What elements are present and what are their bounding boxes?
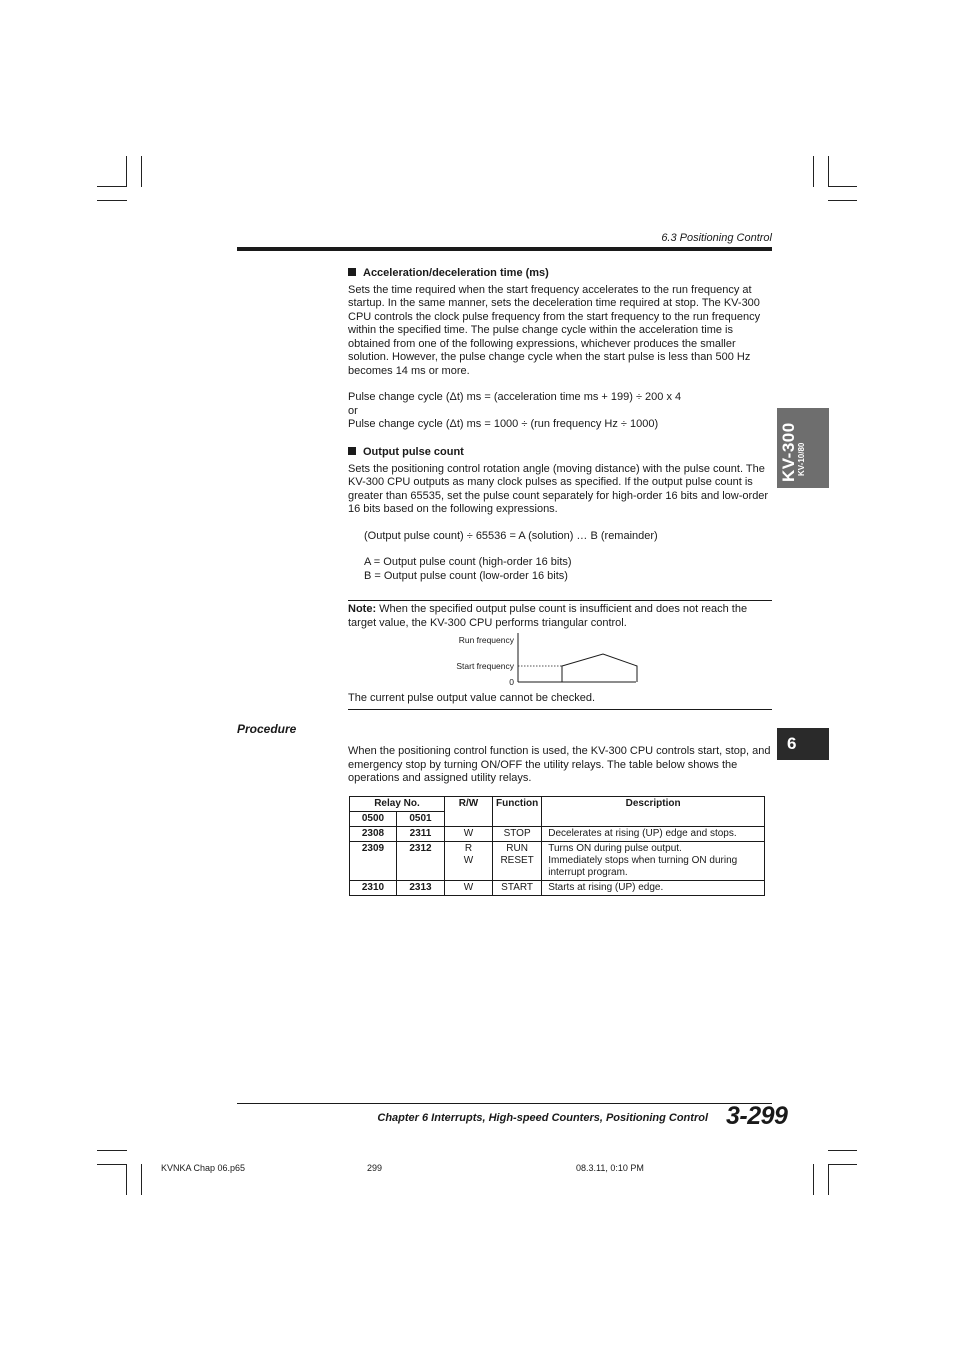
graph-zero-label: 0 [509, 677, 514, 687]
output-expression: (Output pulse count) ÷ 65536 = A (solution) … B (remainder) [364, 529, 658, 542]
output-paragraph: Sets the positioning control rotation angle (moving distance) with the pulse count. The KV-300 CPU outputs as many clock pulses as specified. If the output pulse count is greater than 65535, set the pulse count separately for high-order 16 bits and low-order 16 bits based on the following expressions. [348, 462, 769, 515]
table-cell: STOP [493, 827, 542, 842]
table-cell: R W [445, 842, 493, 881]
footer-rule [237, 1103, 772, 1104]
crop-mark [813, 1164, 814, 1195]
accel-heading: Acceleration/deceleration time (ms) [348, 267, 772, 281]
table-cell: 2308 [350, 827, 397, 842]
crop-mark [141, 156, 142, 187]
note-footer: The current pulse output value cannot be checked. [348, 692, 596, 704]
crop-mark [126, 1164, 127, 1195]
crop-mark [828, 186, 857, 187]
procedure-paragraph: When the positioning control function is used, the KV-300 CPU controls start, stop, and emergency stop by turning ON/OFF the utility relays. The table below shows the operations and assigned utility relays. [348, 745, 771, 784]
output-heading: Output pulse count [348, 446, 772, 460]
crop-mark [828, 156, 829, 187]
table-cell: W [445, 881, 493, 896]
table-header-function: Function [493, 797, 542, 827]
footer-date: 08.3.11, 0:10 PM [576, 1163, 644, 1173]
table-cell: 2309 [350, 842, 397, 881]
graph-run-label: Run frequency [458, 635, 514, 645]
table-cell: Decelerates at rising (UP) edge and stops. [542, 827, 765, 842]
table-subheader-cell: 0501 [397, 812, 445, 827]
table-header-relay: Relay No. [350, 797, 445, 812]
accel-paragraph: Sets the time required when the start frequency accelerates to the run frequency at startup. In the same manner, sets the deceleration time required at stop. The KV-300 CPU controls the clock pulse frequency from the start frequency to the run frequency within the specified time. The pulse change cycle within the acceleration time is obtained from one of the following expressions, whichever produces the smaller solution. However, the pulse change cycle when the start pulse is less than 500 Hz becomes 14 ms or more. [348, 283, 761, 377]
square-bullet-icon [348, 447, 356, 455]
crop-mark [97, 1150, 127, 1151]
table-cell: Turns ON during pulse output. Immediately stops when turning ON during interrupt program. [542, 842, 765, 881]
section-header: 6.3 Positioning Control [661, 232, 772, 244]
crop-mark [828, 1150, 857, 1151]
crop-mark [828, 1164, 829, 1195]
table-cell: Starts at rising (UP) edge. [542, 881, 765, 896]
chapter-tab: 6 [777, 728, 829, 760]
table-row [350, 842, 765, 881]
product-side-tab [777, 408, 829, 488]
table-header-rw: R/W [445, 797, 493, 827]
note-text: Note: When the specified output pulse count is insufficient and does not reach the target value, the KV-300 CPU performs triangular control. [348, 603, 748, 629]
accel-or: or [348, 404, 358, 417]
crop-mark [97, 1164, 127, 1165]
table-cell: START [493, 881, 542, 896]
table-row [350, 827, 765, 842]
graph-start-label: Start frequency [456, 661, 514, 671]
procedure-heading: Procedure [237, 722, 297, 736]
side-tab-subtitle: KV-10/80 [797, 442, 806, 476]
crop-mark [813, 156, 814, 187]
table-cell: W [445, 827, 493, 842]
crop-mark [97, 186, 127, 187]
header-rule [237, 247, 772, 251]
page-number: 3-299 [726, 1102, 788, 1130]
accel-formula-2: Pulse change cycle (Δt) ms = 1000 ÷ (run frequency Hz ÷ 1000) [348, 418, 659, 430]
table-header-description: Description [542, 797, 765, 827]
crop-mark [97, 200, 127, 201]
footer-filename: KVNKA Chap 06.p65 [161, 1163, 246, 1173]
crop-mark [828, 200, 857, 201]
relay-table [349, 796, 765, 896]
output-a-line: A = Output pulse count (high-order 16 bits) [364, 556, 572, 568]
accel-formula-1: Pulse change cycle (Δt) ms = (acceleration time ms + 199) ÷ 200 x 4 [348, 391, 682, 403]
triangular-control-graph [428, 631, 728, 687]
output-section [348, 446, 772, 583]
square-bullet-icon [348, 268, 356, 276]
table-row [350, 881, 765, 896]
side-tab-title: KV-300 [779, 422, 798, 482]
output-b-line: B = Output pulse count (low-order 16 bits) [364, 569, 568, 582]
footer-sheet-number: 299 [367, 1163, 383, 1173]
table-cell: RUN RESET [493, 842, 542, 881]
table-cell: 2312 [397, 842, 445, 881]
accel-section [348, 267, 772, 432]
table-cell: 2310 [350, 881, 397, 896]
table-cell: 2311 [397, 827, 445, 842]
footer-chapter: Chapter 6 Interrupts, High-speed Counters, Positioning Control [377, 1112, 708, 1124]
table-subheader-cell: 0500 [350, 812, 397, 827]
graph-triangle-profile [562, 654, 637, 682]
crop-mark [828, 1164, 857, 1165]
table-header-row [350, 797, 765, 812]
crop-mark [141, 1164, 142, 1195]
crop-mark [126, 156, 127, 187]
table-cell: 2313 [397, 881, 445, 896]
note-box [348, 600, 772, 710]
